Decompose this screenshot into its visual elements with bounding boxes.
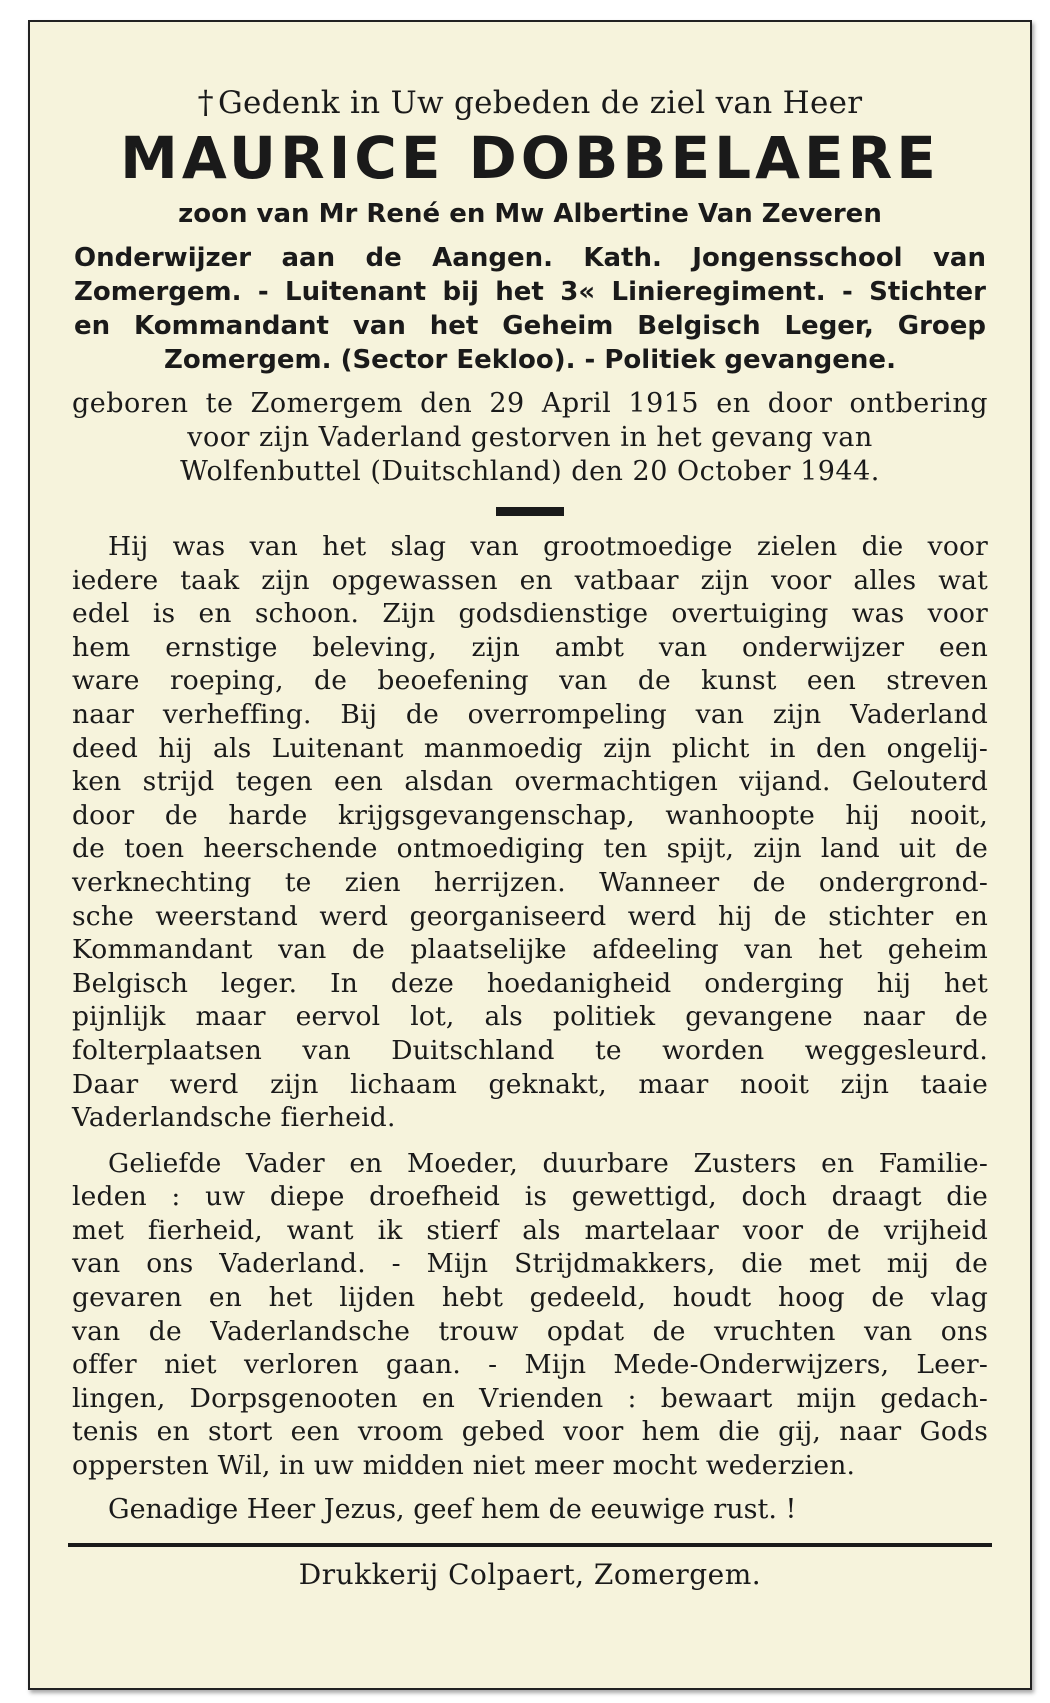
occupation-line: Onderwijzer aan de Aangen. Kath. Jongensschool van bbox=[74, 243, 986, 273]
birth-death-line: Wolfenbuttel (Duitschland) den 20 October 1944. bbox=[180, 456, 880, 487]
cross-icon: † bbox=[197, 83, 214, 121]
text-line: iedere taak zijn opgewassen en vatbaar zijn voor alles wat bbox=[72, 564, 988, 596]
occupation-line: Zomergem. (Sector Eekloo). - Politiek gevangene. bbox=[164, 345, 896, 375]
text-line: Vaderlandsche fierheid. bbox=[72, 1102, 396, 1134]
text-line: ware roeping, de beoefening van de kunst een streven bbox=[72, 665, 988, 697]
text-line: tenis en stort een vroom gebed voor hem die gij, naar Gods bbox=[72, 1416, 988, 1448]
occupation-block bbox=[72, 241, 988, 377]
text-line: naar verheffing. Bij de overrompeling van zijn Vaderland bbox=[72, 698, 988, 730]
text-line: van de Vaderlandsche trouw opdat de vruchten van ons bbox=[72, 1315, 988, 1347]
paragraph-farewell bbox=[72, 1147, 988, 1483]
text-line: Geliefde Vader en Moeder, duurbare Zusters en Familie- bbox=[108, 1147, 988, 1179]
text-line: folterplaatsen van Duitschland te worden weggesleurd. bbox=[72, 1034, 988, 1066]
deceased-name: MAURICE DOBBELAERE bbox=[120, 124, 940, 192]
birth-death-line: geboren te Zomergem den 29 April 1915 en door ontbering bbox=[72, 388, 988, 419]
footer-rule bbox=[68, 1543, 992, 1547]
memorial-card bbox=[28, 20, 1032, 1690]
text-line: Daar werd zijn lichaam geknakt, maar nooit zijn taaie bbox=[72, 1068, 988, 1100]
parents-line: zoon van Mr René en Mw Albertine Van Zeveren bbox=[178, 199, 882, 229]
text-line: van ons Vaderland. - Mijn Strijdmakkers, die met mij de bbox=[72, 1248, 988, 1280]
occupation-line: en Kommandant van het Geheim Belgisch Leger, Groep bbox=[74, 311, 986, 341]
occupation-line: Zomergem. - Luitenant bij het 3« Linieregiment. - Stichter bbox=[74, 277, 986, 307]
text-line: edel is en schoon. Zijn godsdienstige overtuiging was voor bbox=[72, 598, 988, 630]
text-line: de toen heerschende ontmoediging ten spijt, zijn land uit de bbox=[72, 833, 988, 865]
text-line: lingen, Dorpsgenooten en Vrienden : bewaart mijn gedach- bbox=[72, 1382, 988, 1414]
text-line: door de harde krijgsgevangenschap, wanhoopte hij nooit, bbox=[72, 799, 988, 831]
card-content bbox=[72, 82, 988, 1595]
text-line: Belgisch leger. In deze hoedanigheid onderging hij het bbox=[72, 967, 988, 999]
text-line: ken strijd tegen een alsdan overmachtigen vijand. Gelouterd bbox=[72, 766, 988, 798]
text-line: offer niet verloren gaan. - Mijn Mede-Onderwijzers, Leer- bbox=[72, 1349, 988, 1381]
divider-bar bbox=[496, 507, 564, 516]
heading bbox=[72, 82, 988, 123]
text-line: met fierheid, want ik stierf als martelaar voor de vrijheid bbox=[72, 1214, 988, 1246]
text-line: hem ernstige beleving, zijn ambt van onderwijzer een bbox=[72, 631, 988, 663]
closing-prayer: Genadige Heer Jezus, geef hem de eeuwige rust. ! bbox=[108, 1493, 797, 1525]
text-line: oppersten Wil, in uw midden niet meer mocht wederzien. bbox=[72, 1450, 856, 1482]
text-line: leden : uw diepe droefheid is gewettigd, doch draagt die bbox=[72, 1181, 988, 1213]
text-line: pijnlijk maar eervol lot, als politiek gevangene naar de bbox=[72, 1001, 988, 1033]
paragraph-biography bbox=[72, 530, 988, 1135]
text-line: sche weerstand werd georganiseerd werd hij de stichter en bbox=[72, 900, 988, 932]
text-line: Hij was van het slag van grootmoedige zielen die voor bbox=[108, 531, 988, 562]
birth-death-block bbox=[72, 387, 988, 489]
heading-text: Gedenk in Uw gebeden de ziel van Heer bbox=[217, 85, 863, 121]
text-line: gevaren en het lijden hebt gedeeld, houdt hoog de vlag bbox=[72, 1282, 988, 1314]
text-line: verknechting te zien herrijzen. Wanneer de ondergrond- bbox=[72, 866, 988, 898]
birth-death-line: voor zijn Vaderland gestorven in het gevang van bbox=[187, 422, 873, 453]
text-line: Kommandant van de plaatselijke afdeeling van het geheim bbox=[72, 934, 988, 966]
printer-credit: Drukkerij Colpaert, Zomergem. bbox=[298, 1557, 762, 1591]
text-line: deed hij als Luitenant manmoedig zijn plicht in den ongelij- bbox=[72, 732, 988, 764]
